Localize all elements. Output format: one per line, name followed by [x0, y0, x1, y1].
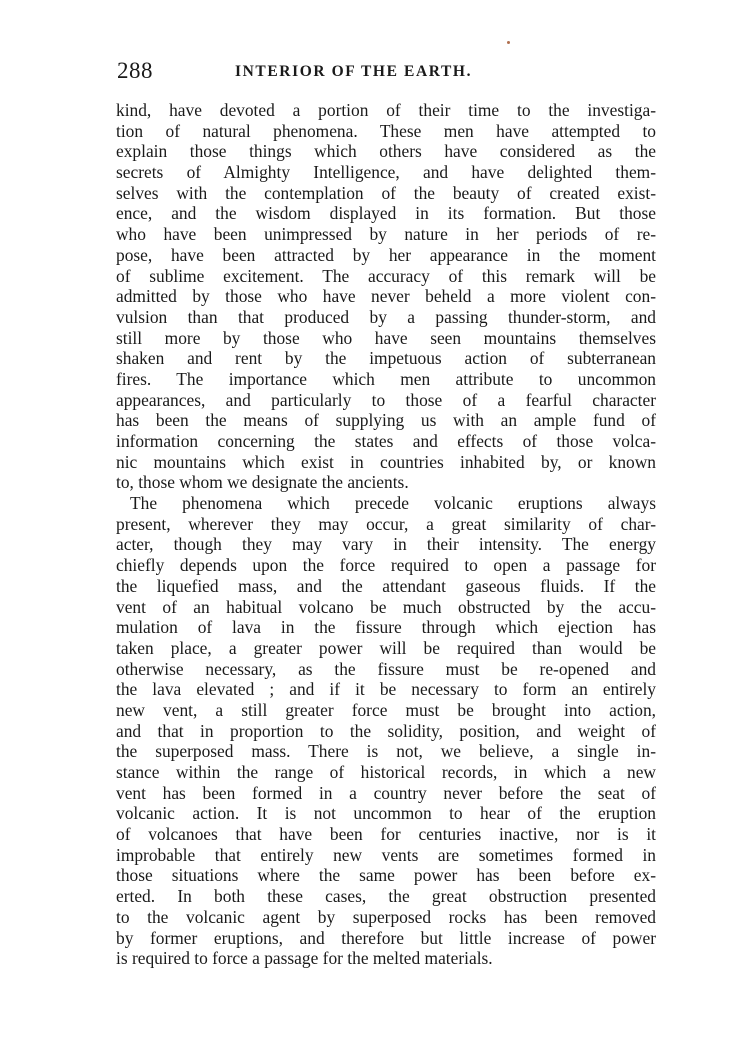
text-line: stance within the range of historical records, in which a new — [116, 762, 656, 782]
text-line: otherwise necessary, as the fissure must be re-opened and — [116, 658, 656, 679]
text-line: explain those things which others have considered as the — [116, 141, 656, 162]
text-line: who have been unimpressed by nature in her periods of re- — [116, 224, 656, 245]
text-line: information concerning the states and effects of those volca- — [116, 431, 656, 451]
text-line: mulation of lava in the fissure through which ejection has — [116, 617, 656, 638]
running-head — [117, 58, 637, 88]
text-line: the lava elevated ; and if it be necessary to form an entirely — [116, 679, 656, 700]
text-line: new vent, a still greater force must be brought into action, — [116, 699, 656, 720]
ink-speck — [507, 41, 510, 44]
text-line: fires. The importance which men attribute to uncommon — [116, 368, 656, 389]
text-line: tion of natural phenomena. These men have attempted to — [116, 120, 656, 141]
text-line: taken place, a greater power will be required than would be — [116, 637, 656, 658]
text-line: kind, have devoted a portion of their time to the investiga- — [116, 100, 656, 120]
text-line: The phenomena which precede volcanic eruptions always — [130, 493, 656, 514]
text-line: present, wherever they may occur, a great similarity of char- — [116, 513, 656, 534]
running-title: INTERIOR OF THE EARTH. — [235, 63, 473, 80]
text-line: to, those whom we designate the ancients. — [116, 472, 409, 493]
page-number: 288 — [117, 58, 153, 83]
text-line: the superposed mass. There is not, we believe, a single in- — [116, 741, 656, 762]
text-line: selves with the contemplation of the beauty of created exist- — [116, 182, 656, 203]
text-line: vulsion than that produced by a passing thunder-storm, and — [116, 306, 656, 327]
text-line: of volcanoes that have been for centuries inactive, nor is it — [116, 824, 656, 845]
text-line: nic mountains which exist in countries inhabited by, or known — [116, 451, 656, 472]
paragraph — [116, 493, 656, 969]
text-line: erted. In both these cases, the great obstruction presented — [116, 886, 656, 907]
text-line: is required to force a passage for the melted materials. — [116, 948, 493, 969]
body-text — [116, 100, 656, 969]
text-line: secrets of Almighty Intelligence, and have delighted them- — [116, 162, 656, 183]
text-line: to the volcanic agent by superposed rocks has been removed — [116, 906, 656, 927]
text-line: volcanic action. It is not uncommon to hear of the eruption — [116, 803, 656, 824]
text-line: ence, and the wisdom displayed in its formation. But those — [116, 203, 656, 224]
text-line: admitted by those who have never beheld a more violent con- — [116, 286, 656, 307]
text-line: vent has been formed in a country never before the seat of — [116, 782, 656, 803]
text-line: has been the means of supplying us with an ample fund of — [116, 410, 656, 431]
text-line: improbable that entirely new vents are sometimes formed in — [116, 844, 656, 865]
text-line: of sublime excitement. The accuracy of this remark will be — [116, 265, 656, 286]
text-line: appearances, and particularly to those of a fearful character — [116, 389, 656, 410]
paragraph — [116, 100, 656, 493]
text-line: those situations where the same power has been before ex- — [116, 865, 656, 886]
text-line: vent of an habitual volcano be much obstructed by the accu- — [116, 596, 656, 617]
text-line: by former eruptions, and therefore but little increase of power — [116, 927, 656, 948]
text-line: still more by those who have seen mountains themselves — [116, 327, 656, 348]
text-line: shaken and rent by the impetuous action of subterranean — [116, 348, 656, 369]
text-line: the liquefied mass, and the attendant gaseous fluids. If the — [116, 575, 656, 596]
text-line: acter, though they may vary in their intensity. The energy — [116, 534, 656, 555]
text-line: and that in proportion to the solidity, position, and weight of — [116, 720, 656, 741]
text-line: pose, have been attracted by her appearance in the moment — [116, 244, 656, 265]
text-line: chiefly depends upon the force required to open a passage for — [116, 555, 656, 576]
